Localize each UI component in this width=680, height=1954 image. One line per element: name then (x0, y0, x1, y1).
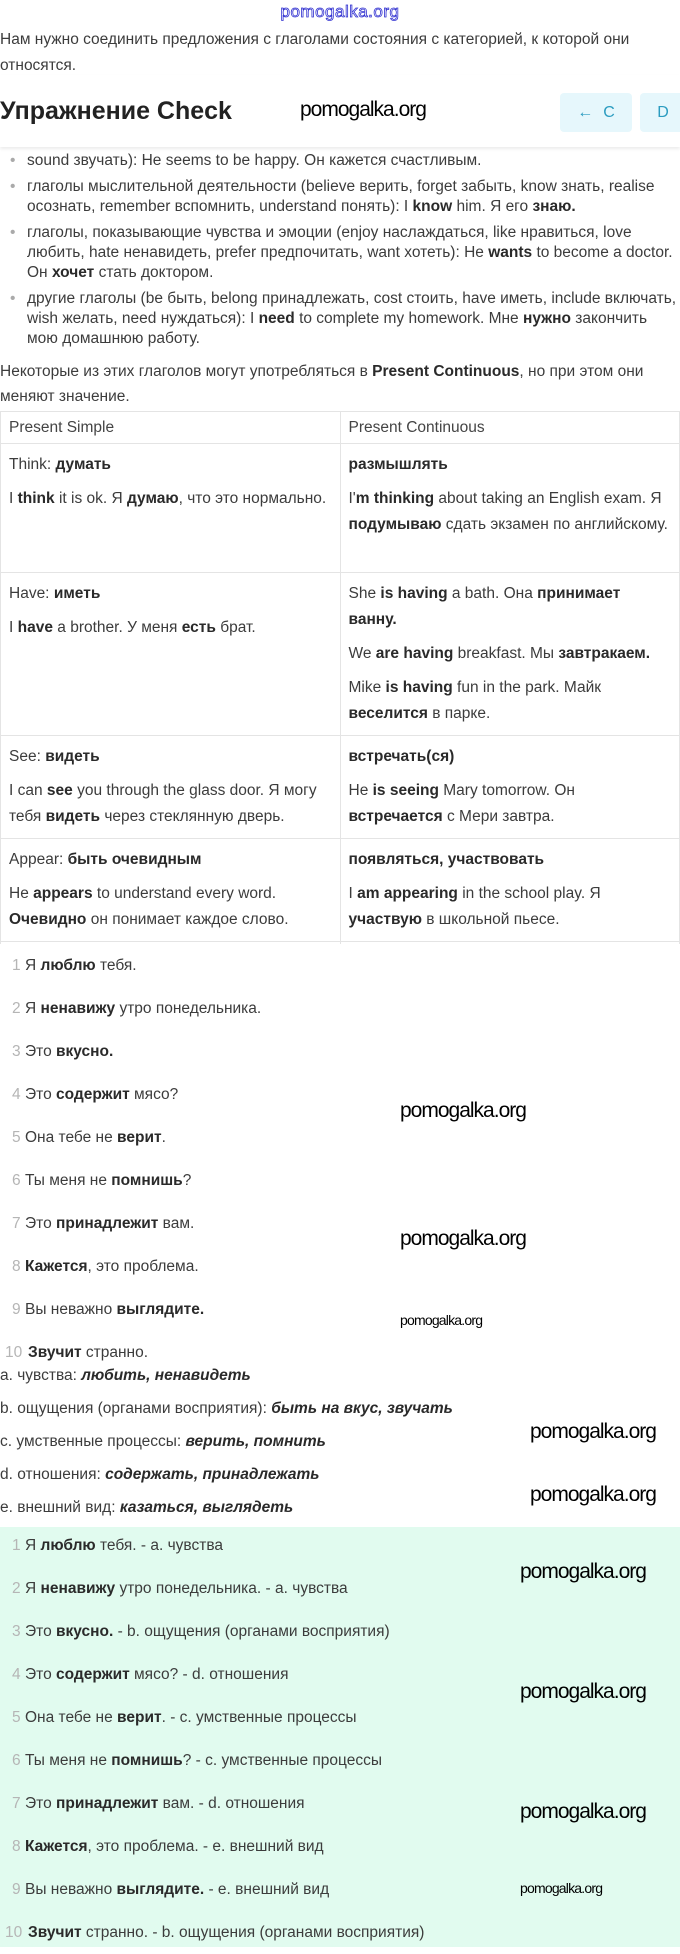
item-number: 10 (5, 1924, 23, 1941)
emphasis: иметь (53, 585, 101, 602)
bullet-icon: • (10, 152, 16, 169)
sentence-item (0, 1245, 680, 1288)
intro-text: Нам нужно соединить предложения с глаголами состояния с категорией, к которой они относятся. (0, 31, 630, 74)
header-present-continuous: Present Continuous (340, 412, 680, 444)
emphasis: are having (375, 645, 454, 662)
item-number: 7 (12, 1215, 21, 1232)
emphasis: выглядите. (116, 1301, 205, 1318)
emphasis: содержит (56, 1086, 130, 1103)
cell-paragraph: See: видеть (9, 748, 100, 765)
emphasis: нужно (522, 310, 571, 327)
emphasis: содержать, принадлежать (105, 1466, 320, 1483)
item-text: Я люблю тебя. (25, 957, 137, 974)
table-row (1, 444, 680, 573)
cell-paragraph: He is seeing Mary tomorrow. Он встречается с Мери завтра. (348, 782, 575, 825)
comparison-table (0, 411, 680, 944)
answer-item (0, 1911, 680, 1954)
watermark: pomogalka.org (530, 1420, 656, 1443)
sentence-item (0, 1288, 680, 1331)
sentence-list (0, 944, 680, 1374)
item-number: 6 (12, 1752, 21, 1769)
category-item: e. внешний вид: казаться, выглядеть (0, 1499, 294, 1516)
verb-group-item: • sound звучать): He seems to be happy. Он кажется счастливым. (10, 152, 482, 169)
cell-paragraph: I think it is ok. Я думаю, что это нормально. (9, 490, 327, 507)
watermark: pomogalka.org (520, 1800, 646, 1823)
emphasis: Present Continuous (372, 363, 520, 380)
item-number: 5 (12, 1129, 21, 1146)
emphasis: know (412, 198, 453, 215)
item-number: 2 (12, 1000, 21, 1017)
emphasis: Звучит (28, 1924, 82, 1941)
page-title: Упражнение Check (0, 97, 232, 125)
emphasis: встречать(ся) (348, 748, 455, 765)
table-cell (340, 839, 680, 942)
emphasis: Звучит (28, 1344, 82, 1361)
emphasis: see (46, 782, 73, 799)
category-item: c. умственные процессы: верить, помнить (0, 1433, 326, 1450)
prev-exercise-label: C (603, 103, 615, 121)
table-cell (340, 736, 680, 839)
table-row (1, 839, 680, 942)
emphasis: думаю (127, 490, 179, 507)
cell-paragraph: Have: иметь (9, 585, 101, 602)
item-text: Звучит странно. (28, 1344, 149, 1361)
watermark: pomogalka.org (400, 1312, 483, 1328)
emphasis: есть (181, 619, 216, 636)
item-text: Это содержит мясо? - d. отношения (25, 1666, 289, 1683)
sentence-item (0, 944, 680, 987)
category-item: a. чувства: любить, ненавидеть (0, 1367, 251, 1384)
emphasis: wants (488, 244, 533, 261)
emphasis: быть на вкус, звучать (271, 1400, 453, 1417)
cell-paragraph (349, 847, 672, 873)
emphasis: ненавижу (40, 1000, 116, 1017)
table-cell (1, 573, 341, 736)
emphasis: видеть (45, 808, 101, 825)
cell-paragraph: She is having a bath. Она принимает ванну. (348, 585, 621, 628)
emphasis: Очевидно (9, 911, 87, 928)
item-number: 6 (12, 1172, 21, 1189)
item-text: Это вкусно. (25, 1043, 114, 1060)
header-present-simple: Present Simple (1, 412, 341, 444)
watermark: pomogalka.org (300, 98, 426, 121)
emphasis: ненавижу (40, 1580, 116, 1597)
item-number: 1 (12, 957, 21, 974)
item-text: Я ненавижу утро понедельника. (25, 1000, 262, 1017)
verb-group-list (0, 151, 680, 355)
emphasis: встречается (348, 808, 443, 825)
watermark-top: pomogalka.org (280, 2, 400, 21)
item-number: 10 (5, 1344, 23, 1361)
watermark: pomogalka.org (520, 1880, 603, 1896)
emphasis: think (17, 490, 55, 507)
emphasis: размышлять (348, 456, 448, 473)
table-row (1, 736, 680, 839)
bullet-icon: • (10, 178, 16, 195)
emphasis: быть очевидным (67, 851, 202, 868)
emphasis: is having (385, 679, 453, 696)
item-number: 7 (12, 1795, 21, 1812)
answer-item (0, 1739, 680, 1782)
cell-paragraph: Appear: быть очевидным (9, 851, 202, 868)
emphasis: am appearing (357, 885, 458, 902)
item-text: Вы неважно выглядите. (25, 1301, 205, 1318)
item-text: Я люблю тебя. - a. чувства (25, 1537, 223, 1554)
emphasis: принадлежит (56, 1795, 159, 1812)
watermark: pomogalka.org (400, 1227, 526, 1250)
item-number: 9 (12, 1301, 21, 1318)
emphasis: выглядите. (116, 1881, 205, 1898)
cell-paragraph: I am appearing in the school play. Я участвую в школьной пьесе. (348, 885, 601, 928)
sentence-item (0, 1030, 680, 1073)
emphasis: помнишь (111, 1172, 183, 1189)
cell-paragraph (349, 744, 672, 770)
bullet-icon: • (10, 224, 16, 241)
item-text: Она тебе не верит. - c. умственные процессы (25, 1709, 357, 1726)
table-cell (340, 573, 680, 736)
item-number: 4 (12, 1086, 21, 1103)
answer-item (0, 1825, 680, 1868)
item-text: Это содержит мясо? (25, 1086, 179, 1103)
sentence-item (0, 1073, 680, 1116)
table-header-row (1, 412, 680, 444)
watermark: pomogalka.org (520, 1560, 646, 1583)
item-text: Ты меня не помнишь? - c. умственные процессы (25, 1752, 383, 1769)
category-item: b. ощущения (органами восприятия): быть на вкус, звучать (0, 1400, 453, 1417)
emphasis: принимает ванну. (348, 585, 621, 628)
cell-paragraph: He appears to understand every word. Очевидно он понимает каждое слово. (9, 885, 289, 928)
emphasis: думать (55, 456, 111, 473)
item-text: Вы неважно выглядите. - e. внешний вид (25, 1881, 330, 1898)
cell-paragraph (349, 452, 672, 478)
next-exercise-button[interactable] (640, 93, 680, 132)
item-number: 9 (12, 1881, 21, 1898)
table-cell (340, 444, 680, 573)
emphasis: верит (117, 1709, 162, 1726)
emphasis: казаться, выглядеть (119, 1499, 294, 1516)
table-cell (1, 839, 341, 942)
emphasis: подумываю (348, 516, 442, 533)
bullet-icon: • (10, 290, 16, 307)
item-number: 1 (12, 1537, 21, 1554)
sentence-item (0, 1202, 680, 1245)
cell-paragraph: I have a brother. У меня есть брат. (9, 619, 256, 636)
emphasis: принадлежит (56, 1215, 159, 1232)
emphasis: помнишь (111, 1752, 183, 1769)
item-text: Она тебе не верит. (25, 1129, 166, 1146)
emphasis: любить, ненавидеть (81, 1367, 251, 1384)
emphasis: знаю. (532, 198, 576, 215)
emphasis: верит (117, 1129, 162, 1146)
item-text: Я ненавижу утро понедельника. - a. чувства (25, 1580, 348, 1597)
verb-group-item: • другие глаголы (be быть, belong принадлежать, cost стоить, have иметь, include включать, wish желать, need нуждаться): I need to complete my homework. Мне нужно закончить мою домашнюю работу. (10, 290, 677, 347)
cell-paragraph: We are having breakfast. Мы завтракаем. (348, 645, 651, 662)
emphasis: завтракаем. (558, 645, 651, 662)
emphasis: Кажется (25, 1258, 88, 1275)
emphasis: need (258, 310, 295, 327)
emphasis: люблю (40, 957, 96, 974)
sentence-item (0, 987, 680, 1030)
emphasis: хочет (51, 264, 95, 281)
emphasis: Кажется (25, 1838, 88, 1855)
item-number: 2 (12, 1580, 21, 1597)
emphasis: is seeing (372, 782, 439, 799)
watermark: pomogalka.org (520, 1680, 646, 1703)
item-number: 4 (12, 1666, 21, 1683)
sentence-item (0, 1116, 680, 1159)
verb-group-item: • глаголы, показывающие чувства и эмоции (enjoy наслаждаться, like нравиться, love любить, hate ненавидеть, prefer предпочитать, want хотеть): He wants to become a doctor. Он хочет стать доктором. (10, 224, 673, 281)
verb-group-item: • глаголы мыслительной деятельности (believe верить, forget забыть, know знать, realise осознать, remember вспомнить, understand понять): I know him. Я его знаю. (10, 178, 655, 215)
item-text: Кажется, это проблема. - e. внешний вид (25, 1838, 324, 1855)
item-text: Это вкусно. - b. ощущения (органами восприятия) (25, 1623, 390, 1640)
emphasis: вкусно. (56, 1623, 114, 1640)
sentence-item (0, 1159, 680, 1202)
emphasis: люблю (40, 1537, 96, 1554)
item-number: 8 (12, 1838, 21, 1855)
item-text: Кажется, это проблема. (25, 1258, 199, 1275)
emphasis: appears (33, 885, 93, 902)
category-item: d. отношения: содержать, принадлежать (0, 1466, 320, 1483)
item-text: Это принадлежит вам. (25, 1215, 195, 1232)
emphasis: появляться, участвовать (348, 851, 545, 868)
cell-paragraph: Think: думать (9, 456, 111, 473)
arrow-left-icon: ← (577, 103, 594, 121)
item-number: 5 (12, 1709, 21, 1726)
emphasis: is having (380, 585, 448, 602)
next-exercise-label: D (657, 103, 669, 121)
watermark: pomogalka.org (400, 1099, 526, 1122)
table-row (1, 573, 680, 736)
watermark: pomogalka.org (530, 1483, 656, 1506)
item-text: Звучит странно. - b. ощущения (органами восприятия) (28, 1924, 425, 1941)
answer-item (0, 1610, 680, 1653)
item-number: 3 (12, 1623, 21, 1640)
item-number: 3 (12, 1043, 21, 1060)
item-number: 8 (12, 1258, 21, 1275)
emphasis: содержит (56, 1666, 130, 1683)
emphasis: верить, помнить (185, 1433, 326, 1450)
item-text: Это принадлежит вам. - d. отношения (25, 1795, 305, 1812)
emphasis: веселится (348, 705, 428, 722)
table-cell (1, 444, 341, 573)
cell-paragraph: I can see you through the glass door. Я могу тебя видеть через стеклянную дверь. (9, 782, 317, 825)
prev-exercise-button[interactable] (560, 93, 632, 132)
cell-paragraph: I'm thinking about taking an English exam. Я подумываю сдать экзамен по английскому. (348, 490, 668, 533)
emphasis: вкусно. (56, 1043, 114, 1060)
emphasis: видеть (45, 748, 100, 765)
item-text: Ты меня не помнишь? (25, 1172, 192, 1189)
cell-paragraph: Mike is having fun in the park. Майк веселится в парке. (348, 679, 602, 722)
table-cell (1, 736, 341, 839)
continuous-note: Некоторые из этих глаголов могут употребляться в Present Continuous, но при этом они меняют значение. (0, 363, 644, 405)
emphasis: m thinking (355, 490, 435, 507)
emphasis: have (17, 619, 53, 636)
emphasis: участвую (348, 911, 422, 928)
